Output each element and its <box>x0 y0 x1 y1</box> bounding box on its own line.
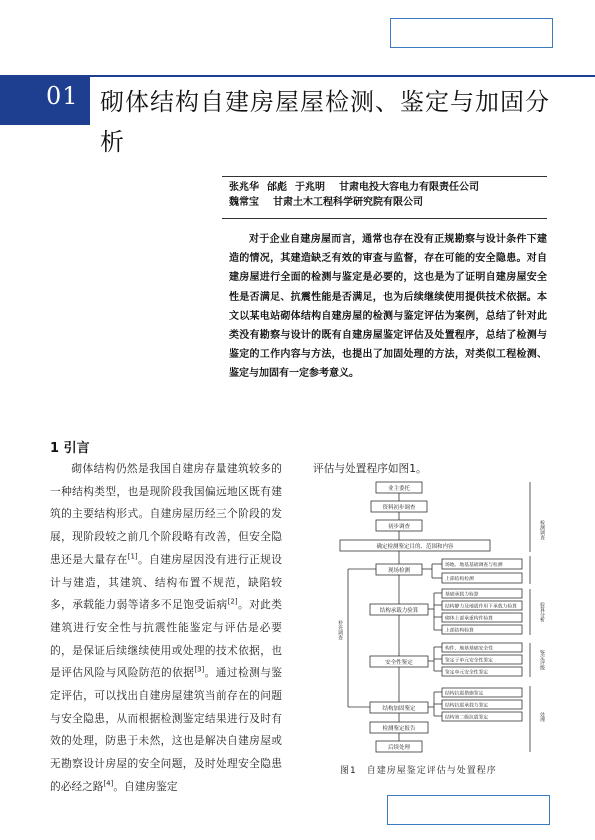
author-line <box>229 180 487 195</box>
body-paragraph <box>50 458 282 799</box>
citation: [4] <box>103 779 114 788</box>
side-box-label: 结构抗震措施鉴定 <box>445 691 484 697</box>
stage-label: 检测调查 <box>539 520 545 540</box>
body-text: 。自建房鉴定 <box>113 779 178 793</box>
side-box-label: 鉴定单元安全性鉴定 <box>445 670 489 676</box>
stage-label: 鉴定评级 <box>539 650 545 670</box>
author-name: 邰彪 <box>267 182 287 193</box>
flow-box-label: 确定检测鉴定目的、范围和内容 <box>376 544 454 550</box>
stage-label: 处理 <box>539 712 545 722</box>
authors-top-rule <box>222 176 547 177</box>
header-rule <box>90 75 595 77</box>
flow-box-label: 初步调查 <box>387 524 411 530</box>
figure-caption: 图1 自建房屋鉴定评估与处置程序 <box>340 766 497 776</box>
author-affiliation: 甘肃土木工程科学研究院有限公司 <box>273 197 423 208</box>
article-title: 砌体结构自建房屋屋检测、鉴定与加固分析 <box>100 88 550 156</box>
flow-box-label: 后续处理 <box>387 745 411 751</box>
header-frame-box <box>390 18 553 48</box>
author-affiliation: 甘肃电投大容电力有限责任公司 <box>339 182 479 193</box>
stage-label: 验算分析 <box>539 602 545 622</box>
article-number: 01 <box>46 82 79 110</box>
side-box-label: 结构第二级抗震鉴定 <box>445 715 489 721</box>
body-text: 。对此类建筑进行安全性与抗震性能鉴定与评估是必要的，是保证后续继续使用或处理的技术依据，也是评估风险与风险防范的依据 <box>50 598 282 680</box>
flow-box-label: 结构加固鉴定 <box>382 706 416 712</box>
side-box-label: 结构抗震承载力鉴定 <box>445 703 489 709</box>
body-text: 。自建房屋因没有进行正规设计与建造，其建筑、结构布置不规范，缺陷较多，承载能力弱等诸多不足饱受诟病 <box>50 552 282 612</box>
abstract-top-rule <box>222 218 547 219</box>
side-box-label: 鉴定子单元安全性鉴定 <box>445 658 493 664</box>
side-box-label: 场地、地基基础调查与检测 <box>445 563 503 568</box>
flow-box-label: 安全性鉴定 <box>385 660 413 666</box>
author-name: 于兆明 <box>295 182 325 193</box>
flow-box-label: 现场检测 <box>387 568 411 574</box>
body-text: 。通过检测与鉴定评估，可以找出自建房屋建筑当前存在的问题与安全隐患，从而根据检测鉴定结果进行及时有效的处理，防患于未然，这也是解决自建房屋或无勘察设计房屋的安全问题，及时处理安全隐患的必经之路 <box>50 666 282 793</box>
author-name: 张兆华 <box>229 182 259 193</box>
author-line <box>229 195 487 210</box>
author-block <box>229 180 487 210</box>
flow-box-label: 结构承载力验算 <box>379 608 419 614</box>
side-box-label: 上部结构验算 <box>445 628 474 634</box>
citation: [3] <box>194 665 205 674</box>
citation: [2] <box>227 597 238 606</box>
citation: [1] <box>127 552 138 561</box>
footer-frame-box <box>387 795 550 825</box>
author-name: 魏常宝 <box>229 197 259 208</box>
flowchart-figure <box>308 480 578 755</box>
side-box-label: 构件、地基基础安全性 <box>445 646 493 652</box>
flow-box-label: 检测鉴定报告 <box>382 726 416 732</box>
side-box-label: 结构静力及地震作用下承载力验算 <box>445 604 517 610</box>
feedback-label: 补充调查 <box>337 620 343 640</box>
section-heading: 1 引言 <box>50 441 90 456</box>
side-box-label: 上部结构检测 <box>445 577 474 582</box>
body-text-right: 评估与处置程序如图1。 <box>313 462 427 475</box>
flow-box-label: 资料初步调查 <box>382 505 416 511</box>
abstract: 对于企业自建房屋而言，通常也存在没有正规勘察与设计条件下建造的情况，其建造缺乏有效的审查与监督，存在可能的安全隐患。对自建房屋进行全面的检测与鉴定是必要的，这也是为了证明自建房屋安全性是否满足、抗震性能是否满足，也为后续继续使用提供技术依据。本文以某电站砌体结构自建房屋的检测与鉴定评估为案例，总结了针对此类没有勘察与设计的既有自建房屋鉴定评估及处置程序，总结了检测与鉴定的工作内容与方法，也提出了加固处理的方法，对类似工程检测、鉴定与加固有一定参考意义。 <box>229 234 547 380</box>
flow-box-label: 业主委托 <box>387 486 411 492</box>
body-text: 砌体结构仍然是我国自建房存量建筑较多的一种结构类型，也是现阶段我国偏远地区既有建筑的主要结构形式。自建房屋历经三个阶段的发展，现阶段较之前几个阶段略有改善，但安全隐患还是大量存在 <box>50 462 282 566</box>
side-box-label: 砌体上部承重构件验算 <box>445 616 493 622</box>
side-box-label: 基础承载力验算 <box>445 592 479 598</box>
